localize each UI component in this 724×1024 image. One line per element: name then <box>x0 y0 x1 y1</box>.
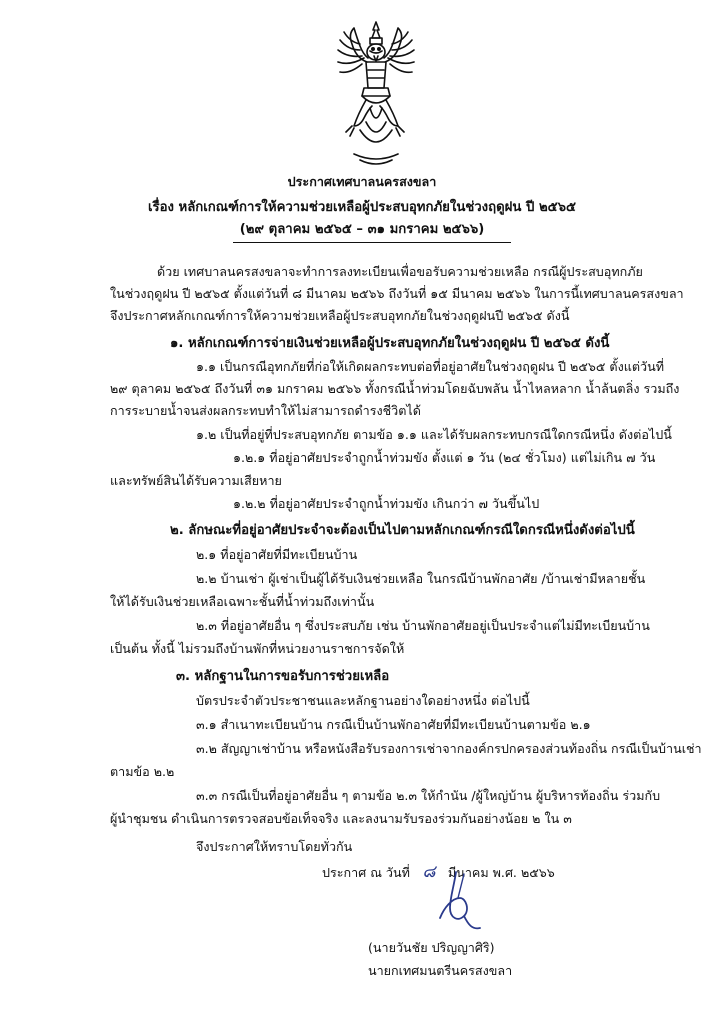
section-1-line: และทรัพย์สินได้รับความเสียหาย <box>110 473 282 488</box>
signatory-title: นายกเทศมนตรีนครสงขลา <box>368 963 513 978</box>
closing-statement: จึงประกาศให้ทราบโดยทั่วกัน <box>196 839 353 854</box>
intro-line-1: ด้วย เทศบาลนครสงขลาจะทำการลงทะเบียนเพื่อขอรับความช่วยเหลือ กรณีผู้ประสบอุทกภัย <box>157 264 643 279</box>
section-1-line: ๑.๑ เป็นกรณีอุทกภัยที่ก่อให้เกิดผลกระทบต่อที่อยู่อาศัยในช่วงฤดูฝน ปี ๒๕๖๕ ตั้งแต่วันที่ <box>196 359 665 374</box>
section-2-line: เป็นต้น ทั้งนี้ ไม่รวมถึงบ้านพักที่หน่วยงานราชการจัดให้ <box>110 641 405 656</box>
section-1-line: การระบายน้ำจนส่งผลกระทบทำให้ไม่สามารถดำรงชีวิตได้ <box>110 403 421 418</box>
section-2-line: ๒.๑ ที่อยู่อาศัยที่มีทะเบียนบ้าน <box>196 547 358 562</box>
section-3-line: ๓.๓ กรณีเป็นที่อยู่อาศัยอื่น ๆ ตามข้อ ๒.๓ ให้กำนัน /ผู้ใหญ่บ้าน ผู้บริหารท้องถิ่น ร่วมกับ <box>196 788 661 803</box>
date-suffix: มีนาคม พ.ศ. ๒๕๖๖ <box>447 865 555 880</box>
date-day-handwritten: ๘ <box>422 862 436 882</box>
signatory-name: (นายวันชัย ปริญญาศิริ) <box>368 940 495 955</box>
section-1-line: ๒๙ ตุลาคม ๒๕๖๕ ถึงวันที่ ๓๑ มกราคม ๒๕๖๖ ทั้งกรณีน้ำท่วมโดยฉับพลัน น้ำไหลหลาก น้ำล้นตลิ่ง รวมถึง <box>110 381 680 396</box>
section-3-line: ๓.๒ สัญญาเช่าบ้าน หรือหนังสือรับรองการเช่าจากองค์กรปกครองส่วนท้องถิ่น กรณีเป็นบ้านเช่า <box>196 741 702 756</box>
title-divider <box>233 242 511 243</box>
section-3-line: บัตรประจำตัวประชาชนและหลักฐานอย่างใดอย่างหนึ่ง ต่อไปนี้ <box>196 693 530 708</box>
section-3-heading: ๓. หลักฐานในการขอรับการช่วยเหลือ <box>176 669 390 684</box>
section-3-line: ตามข้อ ๒.๒ <box>110 764 175 779</box>
issuer-title: ประกาศเทศบาลนครสงขลา <box>287 174 437 189</box>
section-1-line: ๑.๒.๒ ที่อยู่อาศัยประจำถูกน้ำท่วมขัง เกินกว่า ๗ วันขึ้นไป <box>233 496 540 511</box>
section-2-line: ๒.๒ บ้านเช่า ผู้เช่าเป็นผู้ได้รับเงินช่วยเหลือ ในกรณีบ้านพักอาศัย /บ้านเช่ามีหลายชั้น <box>196 571 646 586</box>
section-1-line: ๑.๒ เป็นที่อยู่ที่ประสบอุทกภัย ตามข้อ ๑.๑ และได้รับผลกระทบกรณีใดกรณีหนึ่ง ดังต่อไปนี้ <box>196 427 672 442</box>
period-line: (๒๙ ตุลาคม ๒๕๖๕ – ๓๑ มกราคม ๒๕๖๖) <box>239 222 485 237</box>
signature-icon <box>420 868 500 938</box>
date-prefix: ประกาศ ณ วันที่ <box>322 865 410 880</box>
section-3-line: ผู้นำชุมชน ดำเนินการตรวจสอบข้อเท็จจริง และลงนามรับรองร่วมกันอย่างน้อย ๒ ใน ๓ <box>110 811 572 826</box>
garuda-emblem-icon <box>330 18 422 170</box>
section-1-line: ๑.๒.๑ ที่อยู่อาศัยประจำถูกน้ำท่วมขัง ตั้งแต่ ๑ วัน (๒๔ ชั่วโมง) แต่ไม่เกิน ๗ วัน <box>233 450 656 465</box>
section-1-heading: ๑. หลักเกณฑ์การจ่ายเงินช่วยเหลือผู้ประสบอุทกภัยในช่วงฤดูฝน ปี ๒๕๖๕ ดังนี้ <box>170 336 610 351</box>
section-2-line: ให้ได้รับเงินช่วยเหลือเฉพาะชั้นที่น้ำท่วมถึงเท่านั้น <box>110 594 375 609</box>
section-2-heading: ๒. ลักษณะที่อยู่อาศัยประจำจะต้องเป็นไปตามหลักเกณฑ์กรณีใดกรณีหนึ่งดังต่อไปนี้ <box>170 523 635 538</box>
section-2-line: ๒.๓ ที่อยู่อาศัยอื่น ๆ ซึ่งประสบภัย เช่น บ้านพักอาศัยอยู่เป็นประจำแต่ไม่มีทะเบียนบ้าน <box>196 618 650 633</box>
section-3-line: ๓.๑ สำเนาทะเบียนบ้าน กรณีเป็นบ้านพักอาศัยที่มีทะเบียนบ้านตามข้อ ๒.๑ <box>196 717 591 732</box>
intro-line-3: จึงประกาศหลักเกณฑ์การให้ความช่วยเหลือผู้ประสบอุทกภัยในช่วงฤดูฝนปี ๒๕๖๕ ดังนี้ <box>110 308 570 323</box>
intro-line-2: ในช่วงฤดูฝน ปี ๒๕๖๕ ตั้งแต่วันที่ ๘ มีนาคม ๒๕๖๖ ถึงวันที่ ๑๕ มีนาคม ๒๕๖๖ ในการนี้เทศบาลนครสงขลา <box>110 286 684 301</box>
subject-line: เรื่อง หลักเกณฑ์การให้ความช่วยเหลือผู้ประสบอุทกภัยในช่วงฤดูฝน ปี ๒๕๖๕ <box>147 200 576 215</box>
